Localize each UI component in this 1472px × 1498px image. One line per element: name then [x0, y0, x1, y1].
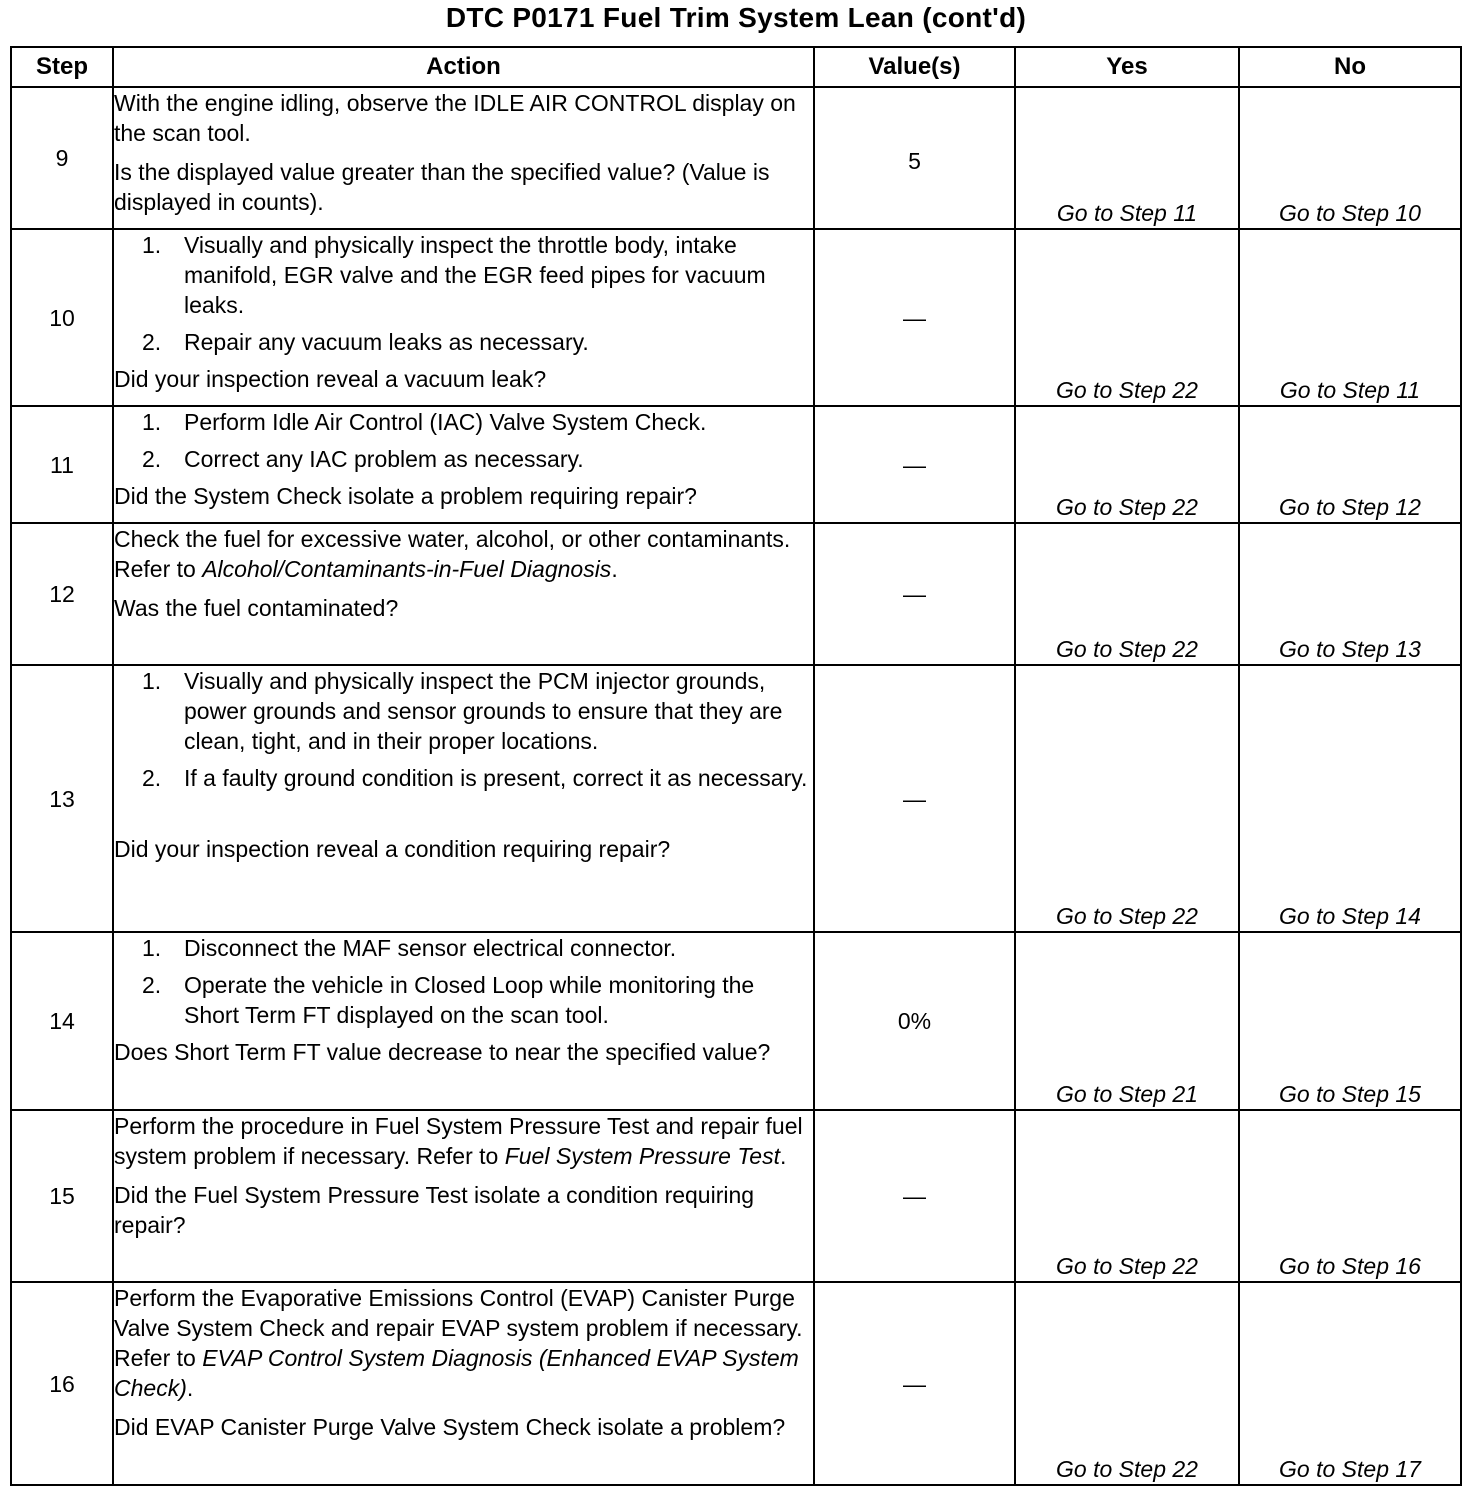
value-cell: — [814, 1110, 1015, 1282]
list-item-text: Visually and physically inspect the throttle body, intake manifold, EGR valve and the EGR feed pipes for vacuum leaks. [184, 232, 766, 318]
no-cell: Go to Step 12 [1239, 406, 1461, 523]
list-item: 2. If a faulty ground condition is present, correct it as necessary. [142, 765, 808, 791]
action-list [114, 933, 813, 1030]
step-number: 12 [11, 523, 113, 665]
action-text-body: Perform the Evaporative Emissions Control (EVAP) Canister Purge Valve System Check and repair EVAP system problem if necessary. Refer to [114, 1285, 803, 1371]
step-number: 14 [11, 932, 113, 1110]
no-cell: Go to Step 15 [1239, 932, 1461, 1110]
list-item: 2. Operate the vehicle in Closed Loop while monitoring the Short Term FT displayed on the scan tool. [142, 972, 755, 1028]
step-number: 10 [11, 229, 113, 406]
yes-cell: Go to Step 22 [1015, 229, 1239, 406]
action-cell [113, 87, 814, 229]
action-question: Does Short Term FT value decrease to near the specified value? [114, 1039, 771, 1065]
action-list [114, 666, 813, 793]
action-text-end: . [779, 1143, 787, 1169]
action-question: Did EVAP Canister Purge Valve System Check isolate a problem? [114, 1414, 786, 1440]
action-question: Did your inspection reveal a condition requiring repair? [114, 836, 671, 862]
action-text [114, 524, 813, 584]
reference-link[interactable]: EVAP Control System Diagnosis (Enhanced EVAP System Check) [114, 1345, 799, 1401]
action-cell [113, 406, 814, 523]
header-step: Step [11, 47, 113, 87]
no-cell: Go to Step 14 [1239, 665, 1461, 932]
table-row [11, 229, 1461, 406]
table-row [11, 523, 1461, 665]
action-text-end: . [186, 1375, 194, 1401]
step-number: 13 [11, 665, 113, 932]
step-number: 11 [11, 406, 113, 523]
step-number: 16 [11, 1282, 113, 1485]
table-row [11, 665, 1461, 932]
header-value: Value(s) [814, 47, 1015, 87]
list-item: 1. Disconnect the MAF sensor electrical connector. [142, 935, 677, 961]
action-cell [113, 665, 814, 932]
page-title: DTC P0171 Fuel Trim System Lean (cont'd) [445, 2, 1027, 33]
value-cell: — [814, 523, 1015, 665]
value-cell: 5 [814, 87, 1015, 229]
value-cell: — [814, 229, 1015, 406]
yes-cell: Go to Step 22 [1015, 406, 1239, 523]
action-text: With the engine idling, observe the IDLE AIR CONTROL display on the scan tool. [114, 90, 796, 146]
table-row [11, 1110, 1461, 1282]
action-text-body: Check the fuel for excessive water, alcohol, or other contaminants. Refer to [114, 526, 791, 582]
action-question: Did your inspection reveal a vacuum leak? [114, 366, 547, 392]
yes-cell: Go to Step 21 [1015, 932, 1239, 1110]
header-yes: Yes [1015, 47, 1239, 87]
action-text [114, 1283, 813, 1403]
action-text [114, 1111, 813, 1171]
list-item-text: If a faulty ground condition is present, correct it as necessary. [184, 765, 808, 791]
action-question: Is the displayed value greater than the specified value? (Value is displayed in counts). [114, 159, 770, 215]
reference-link[interactable]: Alcohol/Contaminants-in-Fuel Diagnosis [202, 556, 612, 582]
list-item-text: Operate the vehicle in Closed Loop while monitoring the Short Term FT displayed on the scan tool. [184, 972, 755, 1028]
list-item-text: Perform Idle Air Control (IAC) Valve System Check. [184, 409, 707, 435]
yes-cell: Go to Step 11 [1015, 87, 1239, 229]
action-cell [113, 932, 814, 1110]
list-item: 1. Visually and physically inspect the PCM injector grounds, power grounds and sensor grounds to ensure that they are clean, tight, and in their proper locations. [142, 668, 783, 754]
list-item: 2. Repair any vacuum leaks as necessary. [142, 329, 589, 355]
no-cell: Go to Step 13 [1239, 523, 1461, 665]
action-cell [113, 1110, 814, 1282]
header-action: Action [113, 47, 814, 87]
action-list [114, 407, 813, 474]
value-cell: — [814, 665, 1015, 932]
action-list [114, 230, 813, 357]
diagnostic-table [10, 46, 1462, 1486]
table-row [11, 932, 1461, 1110]
no-cell: Go to Step 16 [1239, 1110, 1461, 1282]
value-cell: 0% [814, 932, 1015, 1110]
action-question: Was the fuel contaminated? [114, 595, 399, 621]
step-number: 9 [11, 87, 113, 229]
list-item: 1. Visually and physically inspect the throttle body, intake manifold, EGR valve and the EGR feed pipes for vacuum leaks. [142, 232, 766, 318]
header-no: No [1239, 47, 1461, 87]
table-header-row [11, 47, 1461, 87]
list-item-text: Visually and physically inspect the PCM injector grounds, power grounds and sensor grounds to ensure that they are clean, tight, and in their proper locations. [184, 668, 783, 754]
table-row [11, 87, 1461, 229]
action-text-body: Perform the procedure in Fuel System Pressure Test and repair fuel system problem if necessary. Refer to [114, 1113, 803, 1169]
list-item-text: Correct any IAC problem as necessary. [184, 446, 584, 472]
action-cell [113, 523, 814, 665]
yes-cell: Go to Step 22 [1015, 1110, 1239, 1282]
no-cell: Go to Step 10 [1239, 87, 1461, 229]
table-row [11, 406, 1461, 523]
table-row [11, 1282, 1461, 1485]
list-item-text: Repair any vacuum leaks as necessary. [184, 329, 589, 355]
step-number: 15 [11, 1110, 113, 1282]
reference-link[interactable]: Fuel System Pressure Test [504, 1143, 780, 1169]
action-cell [113, 1282, 814, 1485]
no-cell: Go to Step 11 [1239, 229, 1461, 406]
list-item-text: Disconnect the MAF sensor electrical connector. [184, 935, 677, 961]
action-cell [113, 229, 814, 406]
yes-cell: Go to Step 22 [1015, 665, 1239, 932]
action-question: Did the Fuel System Pressure Test isolate a condition requiring repair? [114, 1182, 755, 1238]
action-text-end: . [611, 556, 618, 582]
list-item: 1. Perform Idle Air Control (IAC) Valve System Check. [142, 409, 707, 435]
no-cell: Go to Step 17 [1239, 1282, 1461, 1485]
yes-cell: Go to Step 22 [1015, 523, 1239, 665]
yes-cell: Go to Step 22 [1015, 1282, 1239, 1485]
value-cell: — [814, 406, 1015, 523]
value-cell: — [814, 1282, 1015, 1485]
list-item: 2. Correct any IAC problem as necessary. [142, 446, 584, 472]
action-question: Did the System Check isolate a problem requiring repair? [114, 483, 697, 509]
